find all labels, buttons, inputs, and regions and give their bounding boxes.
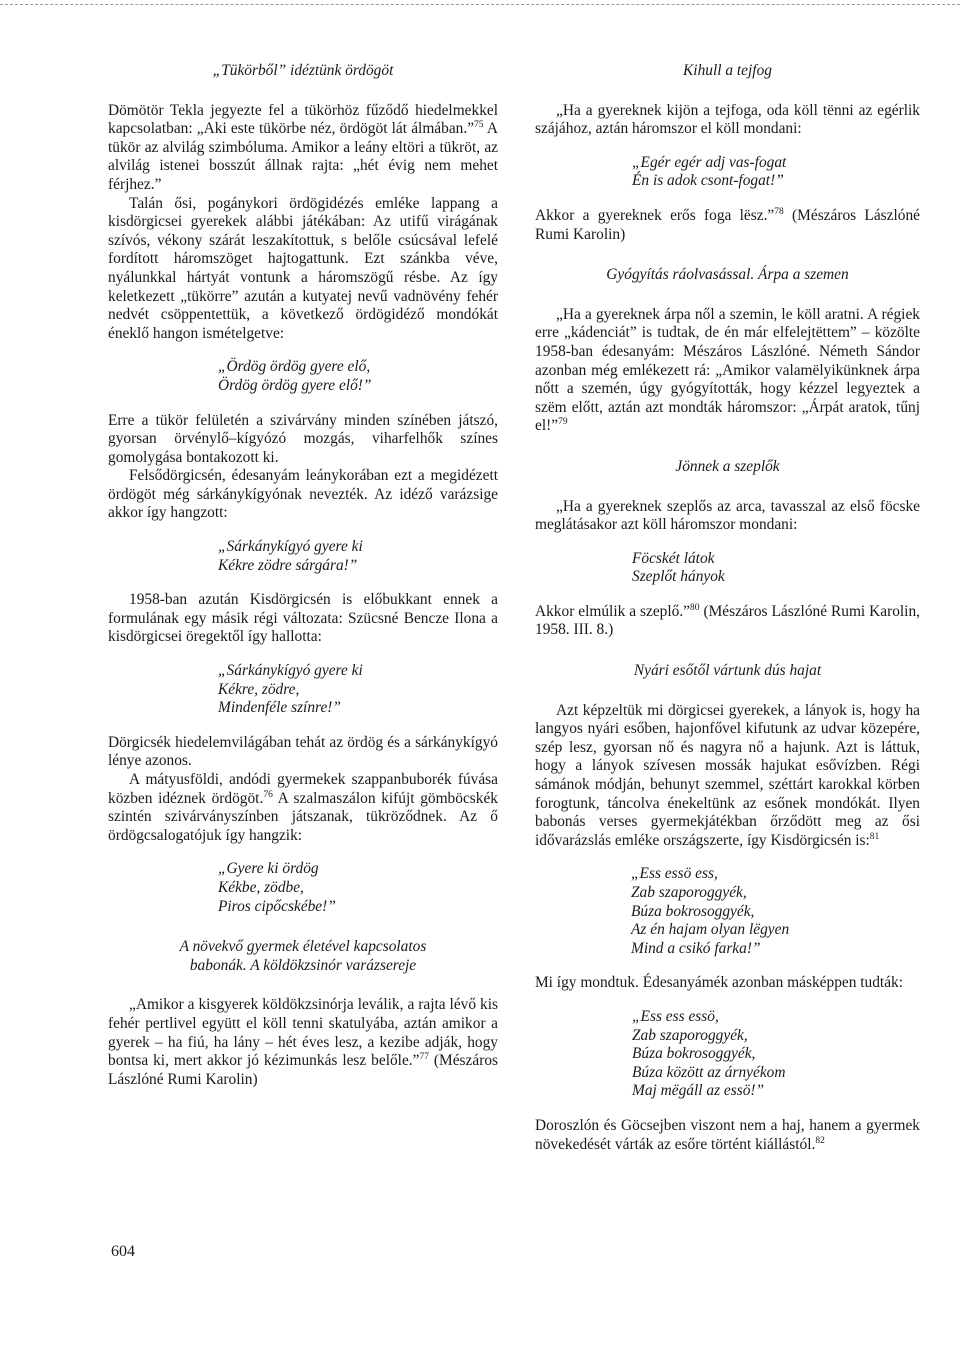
verse-line: Mindenféle színre!” [218,699,341,717]
section-heading: Nyári esőtől vártunk dús hajat [633,662,822,680]
paragraph: Akkor elmúlik a szeplő.”$^{80}$ (Mészáros Lászlóné Rumi Karolin, 1958. III. 8.) [535,602,920,639]
verse [108,538,498,575]
paragraph: Dörgicsék hiedelemvilágában tehát az ördög és a sárkánykígyó lénye azonos. [108,733,498,770]
verse-line: Zab szaporoggyék, [631,884,747,901]
left-column [108,62,498,1089]
footnote-ref: 77 [419,1052,429,1062]
verse [535,865,920,958]
paragraph: „Ha a gyereknek kijön a tejfoga, oda köll tënni az egérlik szájához, aztán háromszor el köll mondani: [535,101,920,138]
paragraph: Akkor a gyereknek erős foga lësz.”$^{78}$ (Mészáros Lászlóné Rumi Karolin) [535,206,920,243]
footnote-ref: 80 [690,602,700,613]
section-heading: „Tükörből” idéztünk ördögöt [212,62,394,79]
verse-line: Föcskét látok [632,549,715,567]
paragraph: „Ha a gyereknek szeplős az arca, tavasszal az első föcske meglátásakor azt köll háromszor mondani: [535,497,920,534]
paragraph: Dömötör Tekla jegyezte fel a tükörhöz fűződő hiedelmekkel kapcsolatban: „Aki este tükörbe néz, ördögöt lát álmában.”$^{75}$ A tükör az alvilág szimbóluma. Amikor a leány eltöri a tükröt, az alvilág istenei bosszút állnak rajta: „hét évig nem mehet férjhez.” [108,101,498,193]
section-heading: Gyógyítás ráolvasással. Árpa a szemen [606,266,849,284]
paragraph: A mátyusföldi, andódi gyermekek szappanbuborék fúvása közben idéznek ördögöt.$^{76}$ A szalmaszálon kifújt gömböcskék szintén szivárványszínben játszanak, tükröződnek. Az ő ördögcsalogatójuk így hangzik: [108,771,498,844]
verse [108,662,498,718]
verse [535,154,920,191]
paragraph: Talán ősi, pogánykori ördögidézés emléke lappang a kisdörgicsei gyerekek alábbi játékában: Az utifű virágának szívós, vékony szárát leszakítottuk, s belőle csúcsával lefelé fordított háromszöget hajtogattunk. Ezt szánkba véve, nyálunkkal hártyát vontunk a háromszögű résbe. Az így keletkezett „tükörre” azután a kutyatej nevű vadnövény fehér nedvét csöppentettük, a következő ördögidéző mondókát éneklő hangon ismételgetve: [108,194,498,342]
verse-line: Búza között az árnyékom [632,1063,786,1081]
verse-line: „Ess ess essö, [632,1007,719,1025]
verse-line: Mind a csikó farka!” [631,939,761,957]
paragraph: Azt képzeltük mi dörgicsei gyerekek, a lányok is, hogy ha langyos nyári esőben, hajonfővel kifutunk az udvar közepére, szép lesz, gyorsan nő és nagyra nő a hajunk. Azt is láttuk, hogy a lányok szívesen mossák hajukat esővízben. Régi sámánok módján, behunyt szemmel, széttárt karokkal körben forogtunk, táncolva énekeltünk az esőnek mondókát. Ilyen babonás verses gyermekjátékban őrződött meg az ősi idővarázslás emléke országszerte, így Kisdörgicsén is:$^{81}$ [535,701,920,849]
verse-line: „Ördög ördög gyere elő, [218,358,371,376]
verse-line: Szeplőt hányok [632,568,725,586]
paragraph: Mi így mondtuk. Édesanyámék azonban másképpen tudták: [535,974,904,992]
paragraph: 1958-ban azután Kisdörgicsén is előbukkant ennek a formulának egy másik régi változata: Szücsné Bencze Ilona a kisdörgicsei öregektől így hallotta: [108,591,498,646]
footnote-ref: 76 [263,789,273,800]
verse-line: Maj mëgáll az essö!” [632,1082,765,1100]
verse-line: Zab szaporoggyék, [632,1026,748,1044]
verse-line: Kékre zödre sárgára!” [218,556,358,574]
verse-line: Kékbe, zödbe, [218,878,304,896]
footnote-ref: 81 [869,831,880,842]
paragraph: Doroszlón és Göcsejben viszont nem a haj, hanem a gyermek növekedését várták az esőre történt kiállástól.$^{82}$ [535,1116,920,1153]
verse-line: Búza bokrosoggyék, [631,902,755,920]
paragraph: „Amikor a kisgyerek köldökzsinórja leválik, a rajta lévő kis fehér pertlivel együtt el köll tenni skatulyába, aztán amikor a gyerek – ha fiú, ha lány – hét éves lesz, a kezibe adják, hogy bontsa ki, mert akkor jó kézimunkás lesz belőle.”$^{77}$ (Mészáros Lászlóné Rumi Karolin) [108,996,499,1088]
verse [108,358,498,395]
verse-line: Búza bokrosoggyék, [632,1045,756,1063]
verse-line: Én is adok csont-fogat!” [632,172,784,190]
verse-line: „Gyere ki ördög [218,860,319,878]
paragraph: Felsődörgicsén, édesanyám leánykorában ezt a megidézett ördögöt még sárkánykígyónak nevezték. Az idéző varázsige akkor így hangzott: [108,467,498,522]
paragraph: Erre a tükör felületén a szivárvány minden színében játszó, gyorsan örvénylő–kígyózó mozgás, viharfelhők színes gomolygása bontakozott ki. [108,411,498,466]
footnote-ref: 79 [558,417,568,428]
section-heading: Jönnek a szeplők [675,457,780,475]
verse-line: „Sárkánykígyó gyere ki [218,662,363,680]
verse-line: „Egér egér adj vas-fogat [632,153,787,171]
verse [108,860,498,916]
verse-line: „Sárkánykígyó gyere ki [218,538,363,556]
footnote-ref: 75 [474,120,484,131]
verse-line: Kékre, zödre, [218,680,300,698]
right-column [535,62,920,1154]
footnote-ref: 82 [815,1135,825,1146]
verse-line: „Ess essö ess, [631,865,718,883]
page-number: 604 [111,1243,135,1260]
verse-line: Piros cipőcskébe!” [218,897,336,915]
section-heading: Kihull a tejfog [683,62,772,79]
footnote-ref: 78 [774,206,784,217]
verse [535,1008,920,1101]
section-heading: A növekvő gyermek életével kapcsolatos babonák. A köldökzsinór varázsereje [179,938,427,974]
verse-line: Ördög ördög gyere elő!” [218,376,372,394]
verse [535,550,920,587]
verse-line: Az én hajam olyan lëgyen [631,921,790,939]
top-rule [0,4,960,5]
paragraph: „Ha a gyereknek árpa nől a szemin, le köll aratni. A régiek erre „kádenciát” is tudtak, de én már elfelejtëttem” – közölte 1958-ban édesanyám: Mészáros Lászlóné. Németh Sándor azonban még emlékezett rá: „Amikor valamëlyikünknek árpa nőtt a szemén, úgy gyógyították, hogy kézzel legyeztek a szëm előtt, aztán azt mondták háromszor: „Árpát aratok, tűnj el!”$^{79}$ [535,305,920,435]
